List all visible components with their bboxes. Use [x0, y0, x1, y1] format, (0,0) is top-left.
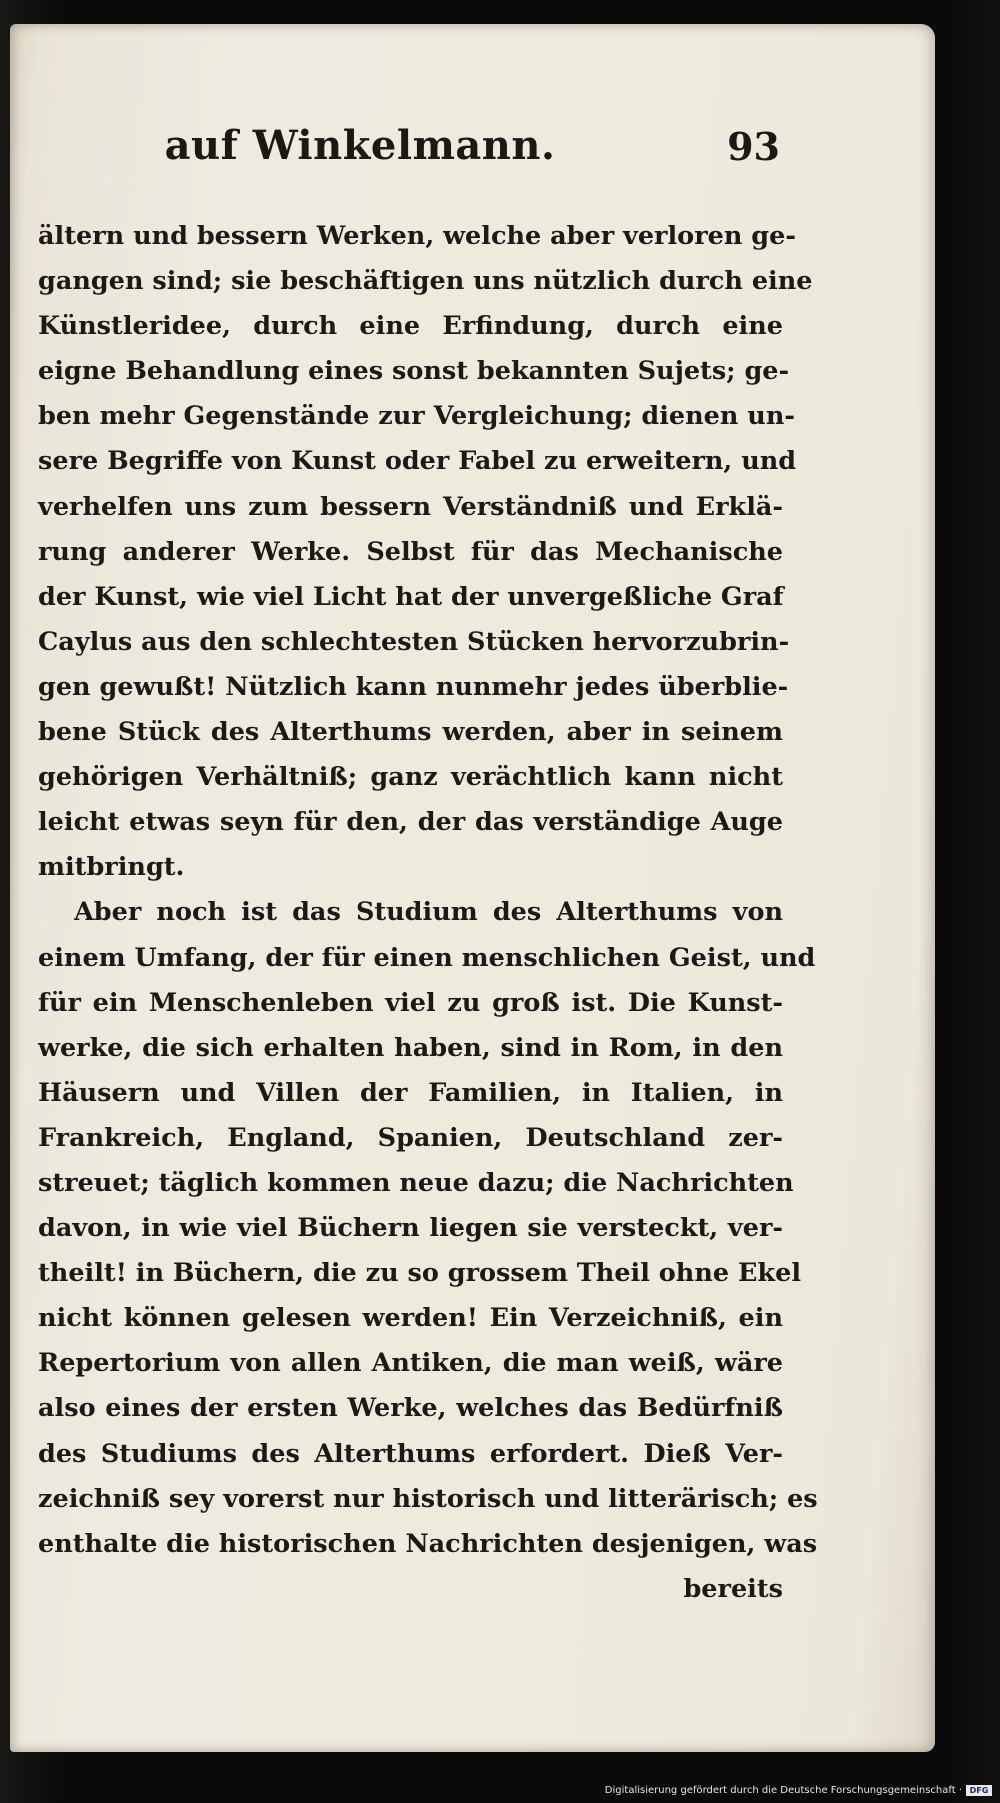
digitization-credit	[605, 1783, 992, 1797]
text-line: nicht können gelesen werden! Ein Verzeichniß, ein	[38, 1303, 783, 1334]
text-line: Künstleridee, durch eine Erfindung, durch eine	[38, 311, 783, 342]
page-header	[10, 114, 935, 178]
text-line: der Kunst, wie viel Licht hat der unvergeßliche Graf	[38, 581, 784, 612]
text-line: Häusern und Villen der Familien, in Italien, in	[38, 1077, 783, 1108]
text-line: theilt! in Büchern, die zu so grossem Theil ohne Ekel	[38, 1258, 802, 1289]
text-line: sere Begriffe von Kunst oder Fabel zu erweitern, und	[38, 446, 797, 477]
text-line: werke, die sich erhalten haben, sind in Rom, in den	[38, 1032, 783, 1063]
text-line: bene Stück des Alterthums werden, aber in seinem	[38, 717, 783, 748]
text-line: leicht etwas seyn für den, der das verständige Auge	[38, 807, 783, 838]
book-page	[10, 24, 935, 1752]
text-line: zeichniß sey vorerst nur historisch und litterärisch; es	[38, 1483, 818, 1514]
text-line: enthalte die historischen Nachrichten desjenigen, was	[38, 1528, 818, 1559]
catchword: bereits	[683, 1573, 783, 1604]
text-line: verhelfen uns zum bessern Verständniß und Erklä-	[38, 491, 783, 522]
text-line: mitbringt.	[38, 852, 185, 883]
text-line: des Studiums des Alterthums erfordert. Dieß Ver-	[38, 1438, 783, 1469]
credit-text: Digitalisierung gefördert durch die Deutsche Forschungsgemeinschaft ·	[604, 1784, 962, 1796]
text-line: ältern und bessern Werken, welche aber verloren ge-	[38, 221, 796, 251]
paragraph-start-line: Aber noch ist das Studium des Alterthums von	[74, 897, 783, 928]
text-line: Frankreich, England, Spanien, Deutschland zer-	[38, 1122, 783, 1153]
body-text	[38, 214, 818, 1612]
text-line: gangen sind; sie beschäftigen uns nützlich durch eine	[38, 266, 813, 297]
text-line: davon, in wie viel Büchern liegen sie versteckt, ver-	[38, 1213, 783, 1244]
running-head: auf Winkelmann.	[164, 122, 556, 169]
text-line: Repertorium von allen Antiken, die man weiß, wäre	[38, 1348, 783, 1379]
text-line: Caylus aus den schlechtesten Stücken hervorzubrin-	[38, 626, 790, 657]
text-line: eigne Behandlung eines sonst bekannten Sujets; ge-	[38, 356, 790, 387]
text-line: gen gewußt! Nützlich kann nunmehr jedes überblie-	[38, 671, 789, 702]
page-number: 93	[727, 124, 780, 169]
dfg-logo-icon: DFG	[966, 1785, 992, 1796]
text-line: einem Umfang, der für einen menschlichen Geist, und	[38, 942, 816, 973]
text-line: streuet; täglich kommen neue dazu; die Nachrichten	[38, 1167, 794, 1198]
text-line: für ein Menschenleben viel zu groß ist. Die Kunst-	[38, 987, 783, 1018]
text-line: ben mehr Gegenstände zur Vergleichung; dienen un-	[38, 401, 795, 432]
text-line: gehörigen Verhältniß; ganz verächtlich kann nicht	[38, 762, 783, 793]
text-line: also eines der ersten Werke, welches das Bedürfniß	[38, 1393, 783, 1424]
text-line: rung anderer Werke. Selbst für das Mechanische	[38, 536, 783, 567]
